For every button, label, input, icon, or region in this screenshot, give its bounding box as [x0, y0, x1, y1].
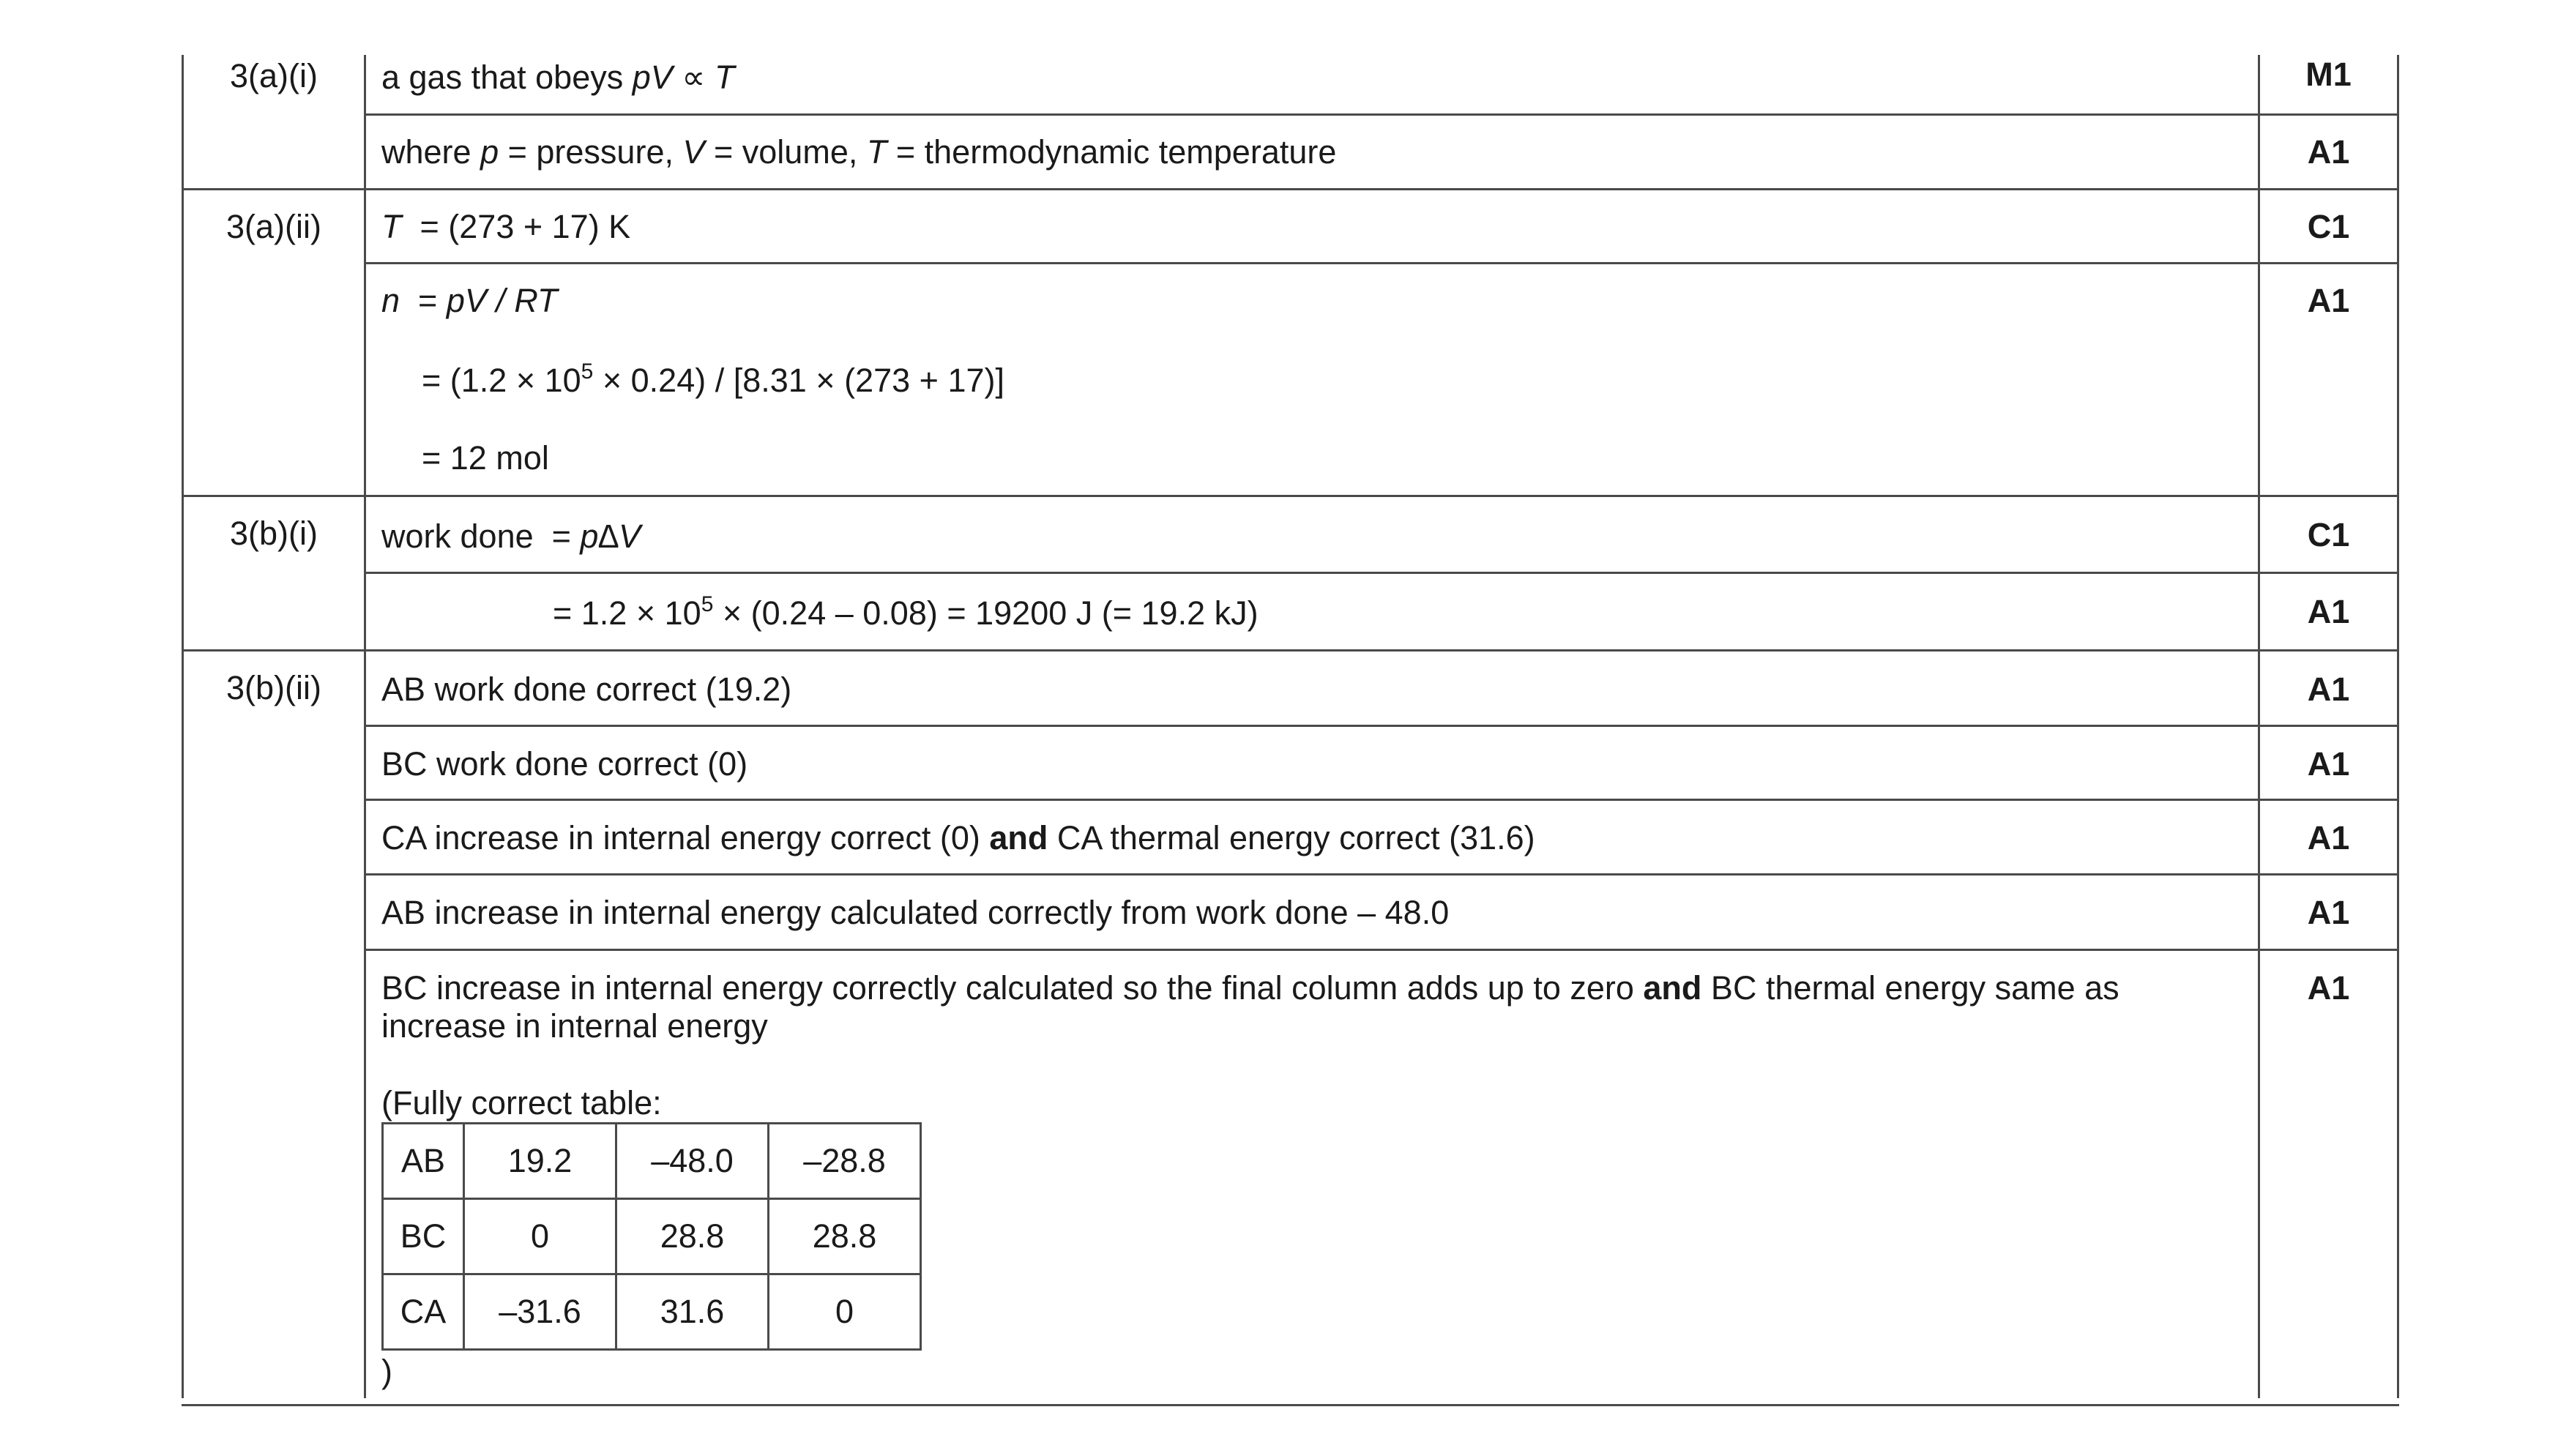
table-cell: 19.2 [464, 1124, 616, 1199]
table-cell: –48.0 [616, 1124, 769, 1199]
table-cell: 28.8 [616, 1199, 769, 1274]
table-cell: 31.6 [616, 1274, 769, 1350]
table-cell: CA [383, 1274, 464, 1350]
row-divider [365, 262, 2398, 264]
answer-line: = $(1.2 \times 10^5 \times 0.24) / [8.31 \times (273 + 17)]$ [422, 359, 1004, 399]
table-cell: –28.8 [769, 1124, 921, 1199]
mark-label: A1 [2307, 282, 2350, 319]
mark-label: A1 [2307, 133, 2350, 171]
row-divider [365, 113, 2398, 116]
row-divider [365, 873, 2398, 876]
table-row [383, 1124, 921, 1199]
mark-label: A1 [2307, 819, 2350, 856]
table-row [383, 1274, 921, 1350]
table-cell: 0 [769, 1274, 921, 1350]
answer-line: work done = p∆V [381, 518, 641, 555]
table-cell: 28.8 [769, 1199, 921, 1274]
table-border-bottom [182, 1404, 2399, 1406]
answer-line: AB increase in internal energy calculated correctly from work done – 48.0 [381, 894, 1450, 931]
question-number: 3(a)(i) [230, 57, 318, 94]
answer-line: = $1.2 \times 10^5 \times (0.24 - 0.08) = 19200$ J (= 19.2 kJ) [553, 592, 1259, 632]
answer-line: BC work done correct (0) [381, 745, 748, 783]
mark-label: A1 [2307, 969, 2350, 1007]
table-cell: 0 [464, 1199, 616, 1274]
mark-label: C1 [2307, 516, 2350, 553]
question-number: 3(b)(ii) [226, 669, 321, 706]
row-divider [365, 799, 2398, 801]
table-cell: –31.6 [464, 1274, 616, 1350]
table-cell: AB [383, 1124, 464, 1199]
question-number: 3(a)(ii) [226, 208, 321, 245]
answer-line: (Fully correct table: [381, 1084, 662, 1121]
answer-line: T = (273 + 17) K [381, 208, 631, 245]
answer-line: n = pV / RT [381, 282, 558, 319]
answer-line: BC increase in internal energy correctly calculated so the final column adds up to zero and BC thermal energy same as increase in internal energy [381, 969, 2119, 1045]
table-cell: BC [383, 1199, 464, 1274]
answer-line: a gas that obeys pV ∝ T [381, 59, 735, 96]
answer-line: ) [381, 1353, 392, 1390]
energy-table [381, 1122, 922, 1351]
row-divider [365, 725, 2398, 727]
answer-line: = 12 mol [422, 439, 549, 477]
question-divider [182, 495, 2399, 497]
mark-label: A1 [2307, 894, 2350, 931]
answer-line: CA increase in internal energy correct (0) and CA thermal energy correct (31.6) [381, 819, 1535, 856]
answer-line: AB work done correct (19.2) [381, 671, 792, 708]
table-row [383, 1199, 921, 1274]
mark-label: A1 [2307, 745, 2350, 783]
mark-label: M1 [2305, 56, 2352, 93]
mark-label: A1 [2307, 593, 2350, 630]
row-divider [365, 949, 2398, 951]
mark-label: A1 [2307, 671, 2350, 708]
table-border-left [182, 55, 184, 1398]
question-number: 3(b)(i) [230, 515, 318, 552]
mark-label: C1 [2307, 208, 2350, 245]
row-divider [365, 572, 2398, 574]
question-divider [182, 649, 2399, 652]
answer-line: where p = pressure, V = volume, T = thermodynamic temperature [381, 133, 1337, 171]
question-divider [182, 188, 2399, 190]
